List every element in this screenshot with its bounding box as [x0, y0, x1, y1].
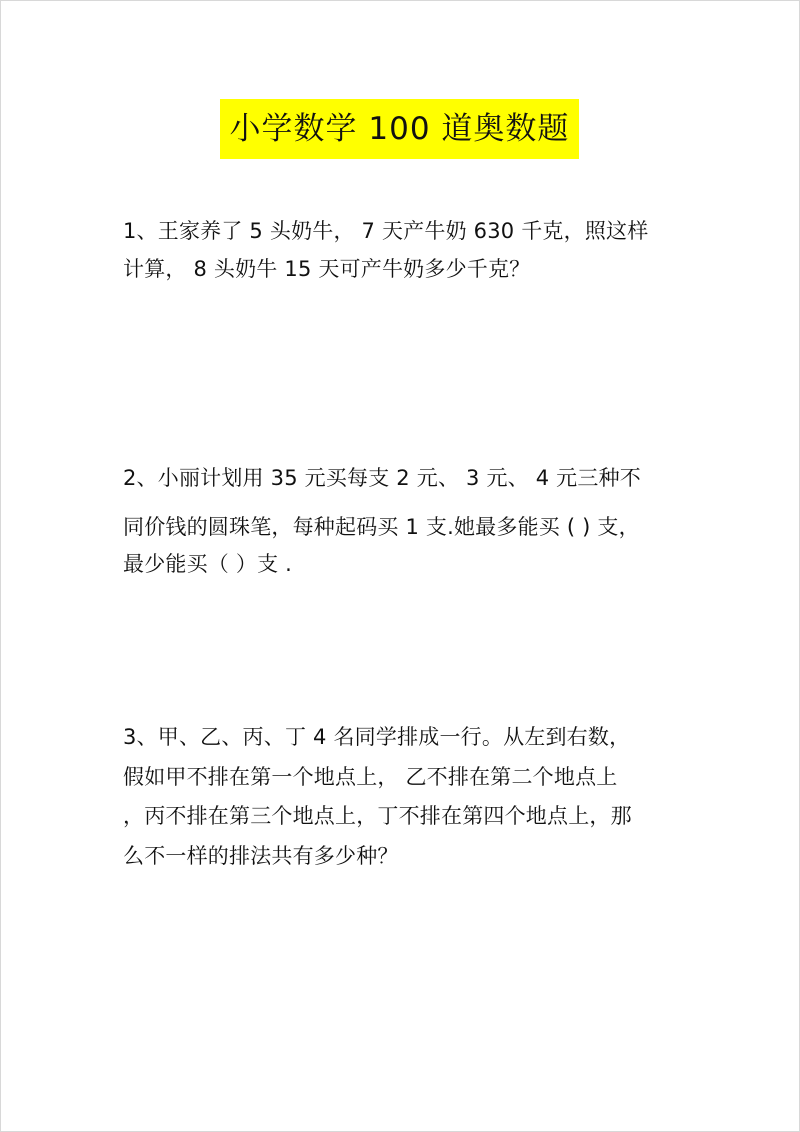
problem-3-line-3: ，丙不排在第三个地点上，丁不排在第四个地点上，那	[123, 804, 632, 828]
problem-2-line-2: 同价钱的圆珠笔，每种起码买 1 支.她最多能买 ( ) 支，	[123, 515, 640, 539]
problem-2-line-3: 最少能买（ ）支 .	[123, 552, 293, 576]
problem-2-line-1: 2、小丽计划用 35 元买每支 2 元、 3 元、 4 元三种不	[123, 466, 641, 490]
problem-3-line-2: 假如甲不排在第一个地点上， 乙不排在第二个地点上	[123, 765, 618, 789]
problem-3-line-1: 3、甲、乙、丙、丁 4 名同学排成一行。从左到右数，	[123, 725, 631, 749]
problem-1-line-1: 1、王家养了 5 头奶牛， 7 天产牛奶 630 千克，照这样	[123, 219, 649, 243]
page-title: 小学数学 100 道奥数题	[229, 110, 570, 147]
problem-3-line-4: 么不一样的排法共有多少种？	[123, 844, 399, 868]
title-highlight	[220, 99, 579, 159]
problem-1-line-2: 计算， 8 头奶牛 15 天可产牛奶多少千克？	[123, 257, 531, 281]
